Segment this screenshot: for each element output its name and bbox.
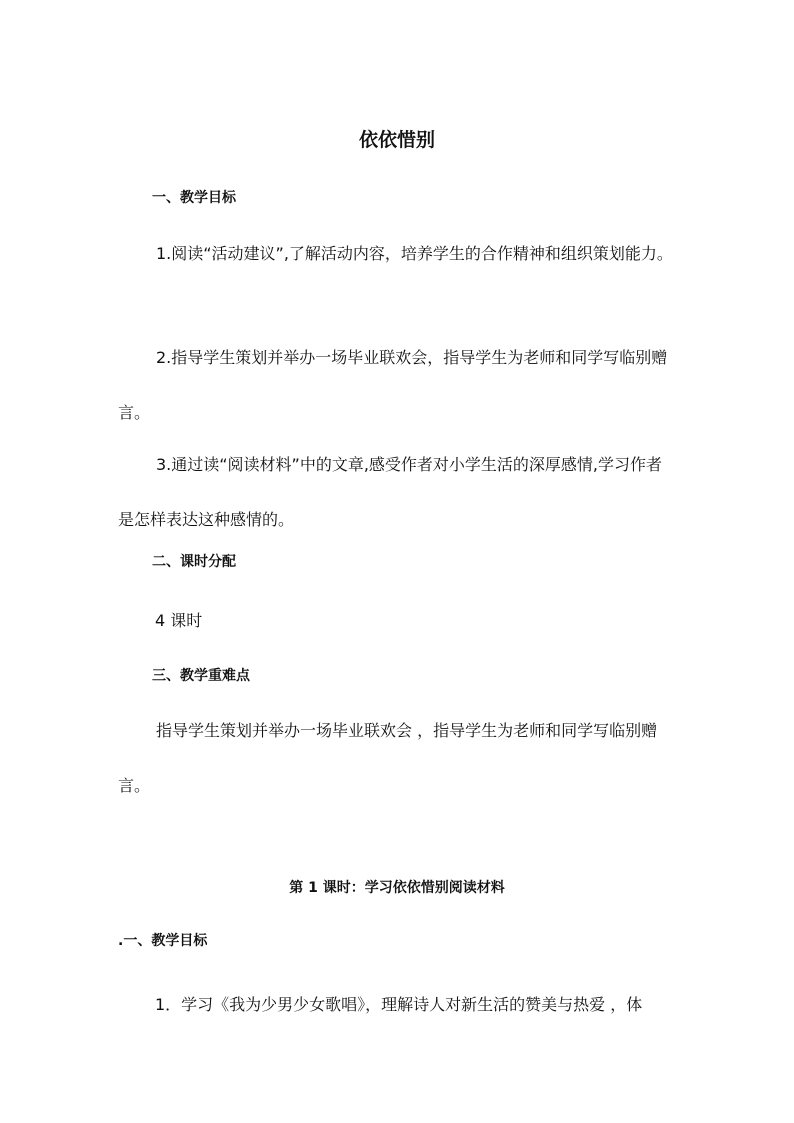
document-title: 依依惜别 [358, 129, 435, 151]
lesson-1-heading-teaching-goals: .一、教学目标 [118, 933, 208, 949]
section-heading-class-hours: 二、课时分配 [152, 554, 236, 570]
class-hours-text: 4 课时 [155, 611, 203, 630]
key-points-text: 指导学生策划并举办一场毕业联欢会 ，指导学生为老师和同学写临别赠言。 [118, 721, 658, 795]
lesson-1-goal-item-1: 1．学习《我为少男少女歌唱》，理解诗人对新生活的赞美与热爱 ，体 [155, 995, 643, 1014]
goal-item-1: 1.阅读“活动建议”,了解活动内容，培养学生的合作精神和组织策划能力。 [156, 244, 673, 263]
section-heading-teaching-goals: 一、教学目标 [152, 190, 236, 206]
goal-item-3: 3.通过读“阅读材料”中的文章,感受作者对小学生活的深厚感情,学习作者是怎样表达这种感情的。 [118, 455, 663, 529]
section-heading-key-points: 三、教学重难点 [152, 668, 250, 684]
lesson-1-title: 第 1 课时：学习依依惜别阅读材料 [289, 880, 505, 896]
goal-item-2: 2.指导学生策划并举办一场毕业联欢会，指导学生为老师和同学写临别赠言。 [118, 348, 668, 422]
